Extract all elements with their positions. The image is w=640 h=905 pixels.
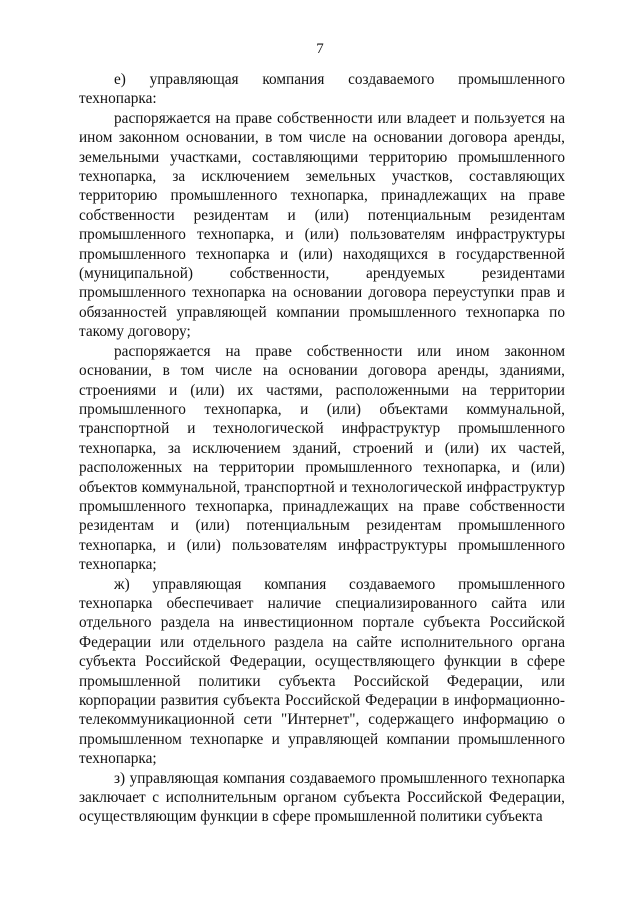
paragraph-e-land: распоряжается на праве собственности или владеет и пользуется на ином законном основании, в том числе на основании договора аренды, земельными участками, составляющими территорию промышленного технопарка, за исключением земельных участков, составляющих территорию промышленного технопарка, принадлежащих на праве собственности резидентам и (или) потенциальным резидентам промышленного технопарка, и (или) пользователям инфраструктуры промышленного технопарка и (или) находящихся в государственной (муниципальной) собственности, арендуемых резидентами промышленного технопарка на основании договора переуступки прав и обязанностей управляющей компании промышленного технопарка по такому договору;: [79, 109, 565, 341]
document-body: [79, 70, 565, 827]
paragraph-e-buildings: распоряжается на праве собственности или ином законном основании, в том числе на основании договора аренды, зданиями, строениями и (или) их частями, расположенными на территории промышленного технопарка, и (или) объектами коммунальной, транспортной и технологической инфраструктур промышленного технопарка, за исключением зданий, строений и (или) их частей, расположенных на территории промышленного технопарка, и (или) объектов коммунальной, транспортной и технологической инфраструктур промышленного технопарка, принадлежащих на праве собственности резидентам и (или) потенциальным резидентам промышленного технопарка, и (или) пользователям инфраструктуры промышленного технопарка;: [79, 342, 565, 574]
paragraph-z: з) управляющая компания создаваемого промышленного технопарка заключает с исполнительным органом субъекта Российской Федерации, осуществляющим функции в сфере промышленной политики субъекта: [79, 769, 565, 826]
page-number: 7: [316, 41, 324, 57]
paragraph-e: е) управляющая компания создаваемого промышленного технопарка:: [79, 71, 565, 108]
paragraph-zh: ж) управляющая компания создаваемого промышленного технопарка обеспечивает наличие специализированного сайта или отдельного раздела на инвестиционном портале субъекта Российской Федерации или отдельного раздела на сайте исполнительного органа субъекта Российской Федерации, осуществляющего функции в сфере промышленной политики субъекта Российской Федерации, или корпорации развития субъекта Российской Федерации в информационно-телекоммуникационной сети "Интернет", содержащего информацию о промышленном технопарке и управляющей компании промышленного технопарка;: [79, 575, 565, 768]
